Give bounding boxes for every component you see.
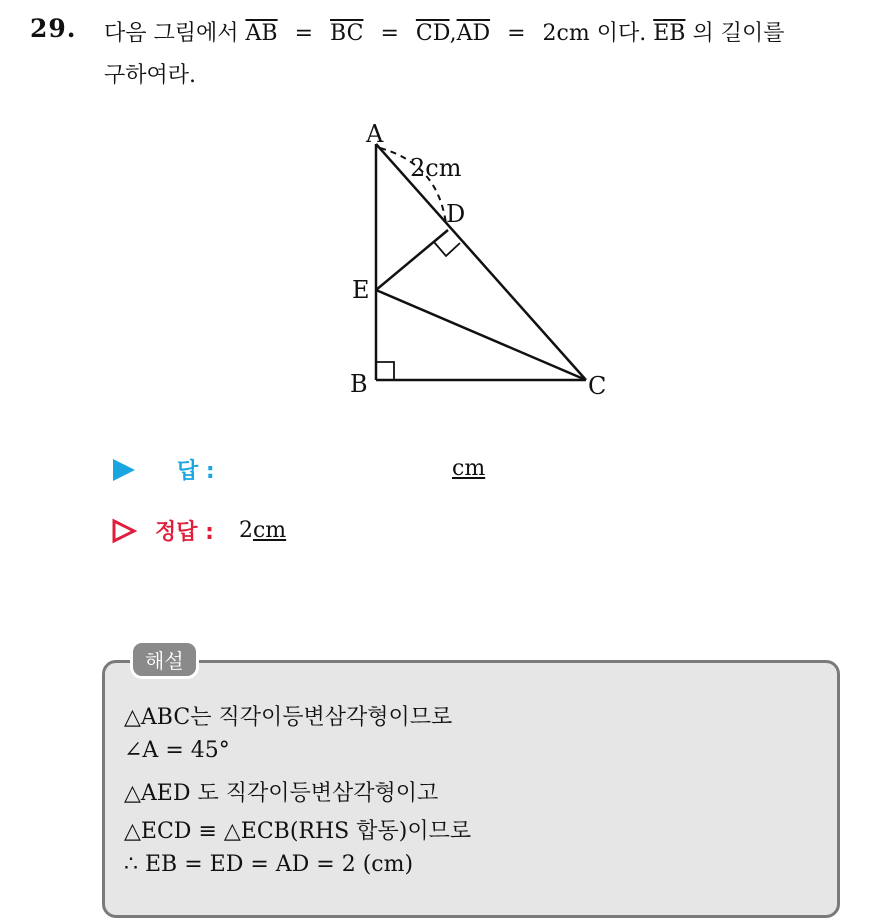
line-ed bbox=[376, 230, 448, 290]
line-ec bbox=[376, 290, 586, 380]
question-line-2: 구하여라. bbox=[104, 63, 197, 88]
correct-answer-unit: cm bbox=[252, 518, 287, 543]
explanation-tab: 해설 bbox=[130, 640, 199, 679]
question-suffix: 의 길이를 bbox=[692, 21, 785, 46]
question-line-1 bbox=[104, 16, 784, 47]
segment-bc: $\overline{BC}$ bbox=[330, 21, 364, 46]
segment-ab: $\overline{AB}$ bbox=[245, 21, 278, 46]
vertex-label-e: E bbox=[352, 276, 370, 304]
correct-answer-label: 정답 : bbox=[155, 520, 214, 545]
length-value: 2cm bbox=[542, 21, 590, 46]
vertex-label-d: D bbox=[446, 200, 466, 228]
outline-triangle-icon bbox=[110, 517, 138, 545]
vertex-label-b: B bbox=[350, 370, 368, 398]
question-number: 29. bbox=[30, 14, 77, 43]
line-ac bbox=[376, 144, 586, 380]
explanation-line: △ECD ≡ △ECB(RHS 합동)이므로 bbox=[124, 819, 472, 844]
explanation-line: △AED 도 직각이등변삼각형이고 bbox=[124, 781, 439, 806]
vertex-label-c: C bbox=[588, 372, 607, 400]
question-mid: 이다. bbox=[596, 21, 647, 46]
answer-row bbox=[110, 454, 215, 485]
explanation-line: △ABC는 직각이등변삼각형이므로 bbox=[124, 705, 453, 730]
segment-eb: $\overline{EB}$ bbox=[653, 21, 686, 46]
answer-label: 답 : bbox=[177, 459, 215, 484]
answer-unit: cm bbox=[452, 456, 486, 481]
vertex-label-a: A bbox=[366, 120, 384, 148]
equals-sign: = bbox=[380, 21, 399, 46]
explanation-line: ∴ EB = ED = AD = 2 (cm) bbox=[124, 852, 414, 877]
length-label: 2cm bbox=[410, 154, 462, 182]
segment-cd: $\overline{CD}$ bbox=[415, 21, 450, 46]
question-prefix: 다음 그림에서 bbox=[104, 21, 239, 46]
right-angle-b bbox=[376, 362, 394, 380]
filled-triangle-icon bbox=[110, 456, 138, 484]
triangle-figure bbox=[340, 112, 630, 412]
segment-ad: $\overline{AD}$ bbox=[456, 21, 491, 46]
correct-answer-value: 2 bbox=[238, 518, 253, 543]
explanation-line: ∠A = 45° bbox=[124, 738, 230, 763]
equals-sign: = bbox=[294, 21, 314, 46]
right-angle-d bbox=[434, 242, 460, 256]
comma: , bbox=[449, 21, 457, 46]
equals-sign: = bbox=[507, 21, 526, 46]
correct-answer-row bbox=[110, 515, 286, 546]
